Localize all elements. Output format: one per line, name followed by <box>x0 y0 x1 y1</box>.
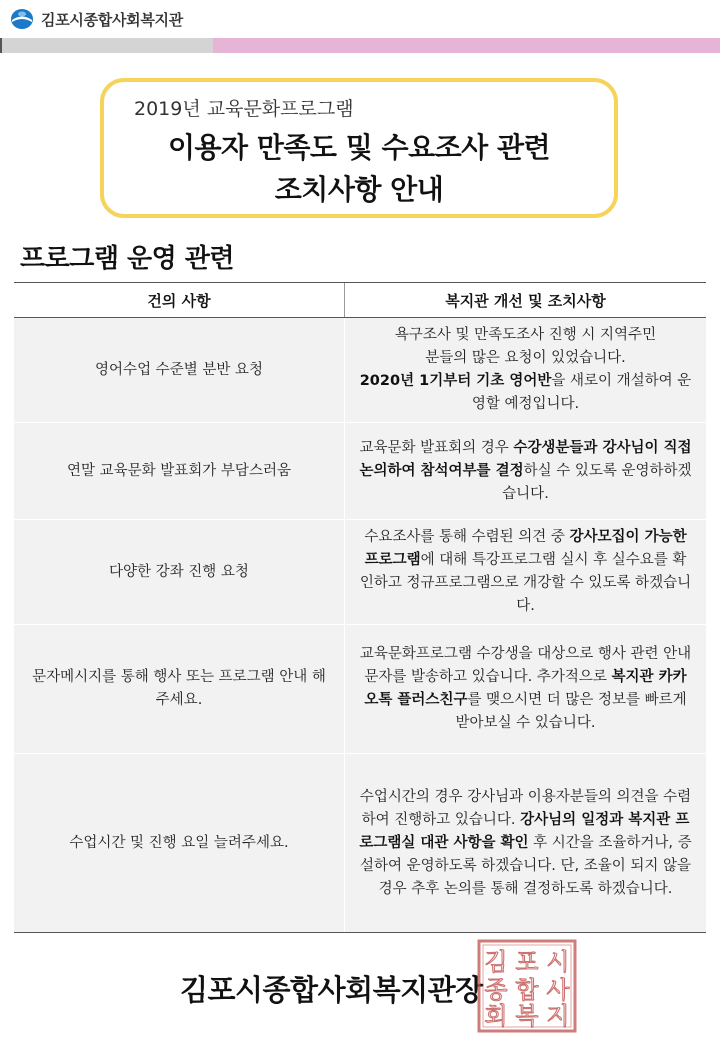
response-text: 분들의 많은 요청이 있었습니다. <box>425 350 626 366</box>
table-row <box>14 754 706 932</box>
table-row <box>14 318 706 423</box>
header-org-name: 김포시종합사회복지관 <box>41 10 183 29</box>
official-seal-icon <box>476 938 578 1034</box>
header-logo <box>10 8 183 30</box>
response-text: 하실 수 있도록 운영하하겠습니다. <box>502 462 692 502</box>
response-highlight: 강사님의 일정과 복지관 프로그램실 대관 사항을 확인 <box>359 811 690 851</box>
welfare-center-logo-icon <box>10 8 34 30</box>
response-text: 욕구조사 및 만족도조사 진행 시 지역주민 <box>394 327 657 343</box>
header-request: 건의 사항 <box>14 283 345 317</box>
response-text: 수요조사를 통해 수렴된 의견 중 <box>364 529 570 545</box>
svg-text:종: 종 <box>484 976 508 1004</box>
header-response: 복지관 개선 및 조치사항 <box>445 291 606 310</box>
table-header <box>14 283 706 318</box>
response-cell <box>345 318 706 422</box>
notice-title-line2: 조치사항 안내 <box>274 173 444 206</box>
svg-text:포: 포 <box>515 948 539 976</box>
svg-text:복: 복 <box>515 1002 539 1030</box>
response-cell <box>345 423 706 519</box>
svg-text:시: 시 <box>546 948 570 976</box>
response-text: 수업시간의 경우 강사님과 이용자분들의 의견을 수렴하여 진행하고 있습니다. <box>359 788 692 828</box>
measures-table <box>14 282 706 933</box>
svg-text:회: 회 <box>484 1002 508 1030</box>
request-cell: 문자메시지를 통해 행사 또는 프로그램 안내 해주세요. <box>14 625 345 753</box>
response-text: 을 새로이 개설하여 운영할 예정입니다. <box>471 373 692 412</box>
response-highlight: 강사모집이 가능한 프로그램 <box>364 529 687 568</box>
svg-text:지: 지 <box>546 1002 570 1030</box>
table-row <box>14 423 706 520</box>
title-box <box>100 78 618 218</box>
response-text: 를 맺으시면 더 많은 정보를 빠르게 받아보실 수 있습니다. <box>455 692 687 731</box>
response-cell <box>345 625 706 753</box>
notice-title-line1: 이용자 만족도 및 수요조사 관련 <box>167 131 551 164</box>
response-text: 교육문화프로그램 수강생을 대상으로 행사 관련 안내 문자를 발송하고 있습니다. 추가적으로 <box>359 646 692 685</box>
request-cell: 영어수업 수준별 분반 요청 <box>14 318 345 422</box>
notice-subtitle: 2019년 교육문화프로그램 <box>134 98 354 120</box>
table-row <box>14 625 706 754</box>
request-cell: 다양한 강좌 진행 요청 <box>14 520 345 624</box>
response-highlight: 복지관 카카오톡 플러스친구 <box>364 669 687 708</box>
response-highlight: 수강생분들과 강사님이 직접 논의하여 참석여부를 결정 <box>359 439 692 479</box>
response-highlight: 2020년 1기부터 기초 영어반 <box>359 373 552 389</box>
header-divider-gray <box>0 38 213 53</box>
svg-text:합: 합 <box>515 976 539 1004</box>
request-cell: 수업시간 및 진행 요일 늘려주세요. <box>14 754 345 932</box>
section-title: 프로그램 운영 관련 <box>20 244 235 274</box>
svg-text:김: 김 <box>484 948 508 976</box>
response-text: 에 대해 특강프로그램 실시 후 실수요를 확인하고 정규프로그램으로 개강할 수 있도록 하겠습니다. <box>359 552 692 614</box>
response-cell <box>345 520 706 624</box>
top-header <box>0 0 720 38</box>
table-row <box>14 520 706 625</box>
response-text: 교육문화 발표회의 경우 <box>359 439 514 456</box>
response-cell <box>345 754 706 932</box>
response-text: 후 시간을 조율하거나, 증설하여 운영하도록 하겠습니다. 단, 조율이 되지 않을 경우 추후 논의를 통해 결정하도록 하겠습니다. <box>359 834 692 897</box>
footer-signature: 김포시종합사회복지관장 <box>180 973 483 1007</box>
svg-text:사: 사 <box>546 976 570 1004</box>
request-cell: 연말 교육문화 발표회가 부담스러움 <box>14 423 345 519</box>
header-divider-pink <box>213 38 720 53</box>
